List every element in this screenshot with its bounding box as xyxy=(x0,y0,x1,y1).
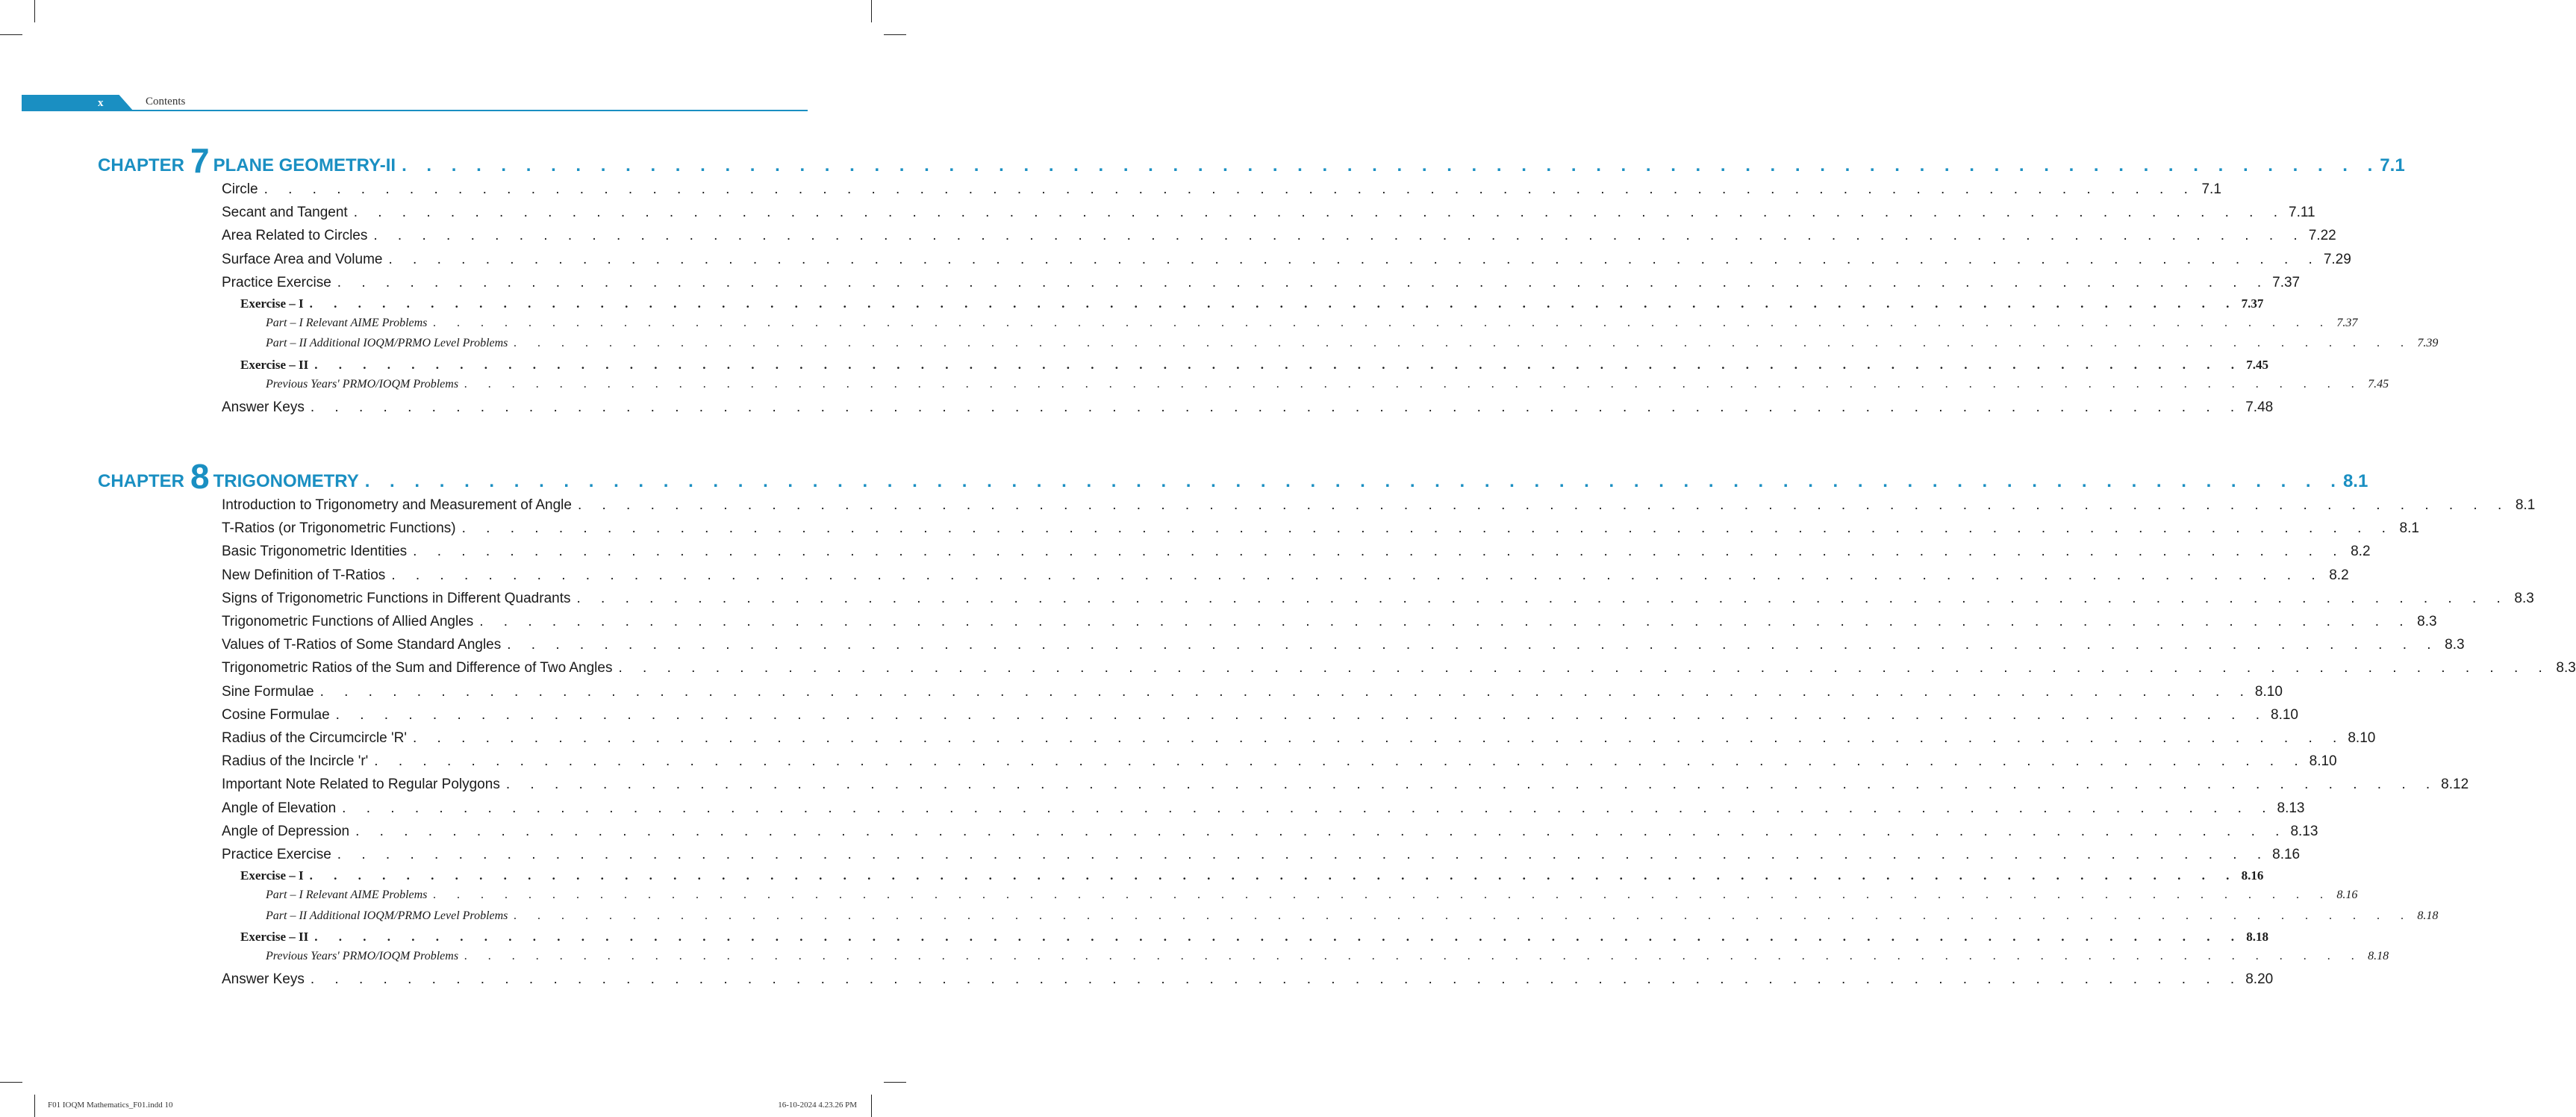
entry-page: 8.13 xyxy=(2290,823,2318,839)
leader-dots: . . . . . . . . . . . . . . . . . . . . . . . . . . . . . . . . . . . . . . . . . . . . . . . . . . . . . . . . . . . . . . . . . . . . . . . . . . . . . . . . xyxy=(507,637,2439,653)
entry-page: 7.45 xyxy=(2368,378,2389,391)
leader-dots: . . . . . . . . . . . . . . . . . . . . . . . . . . . . . . . . . . . . . . . . . . . . . . . . . . . . . . . . . . . . . . . . . . . . . . . . . . . . . . . . xyxy=(309,296,2239,311)
leader-dots: . . . . . . . . . . . . . . . . . . . . . . . . . . . . . . . . . . . . . . . . . . . . . . . . . . . . . . . . . . . . . . . . . . . . . . . . . . . . . . . . xyxy=(373,228,2306,244)
entry-page: 8.20 xyxy=(2245,971,2274,988)
entry-page: 8.18 xyxy=(2417,909,2439,922)
entry-label: Secant and Tangent xyxy=(222,205,348,221)
toc-entry[interactable] xyxy=(222,205,2315,225)
entry-page: 8.1 xyxy=(2399,520,2419,537)
chapter-number: 7 xyxy=(190,141,209,180)
entry-page: 8.18 xyxy=(2368,950,2389,963)
toc-entry[interactable] xyxy=(222,683,2283,705)
crop-mark xyxy=(871,1095,872,1117)
leader-dots: . . . . . . . . . . . . . . . . . . . . . . . . . . . . . . . . . . . . . . . . . . . . . . . . . . . . . . . . . . . . . . . . . . . . . . . . . . . . . . . . xyxy=(310,971,2243,988)
entry-page: 8.1 xyxy=(2515,497,2536,513)
toc-entry[interactable] xyxy=(222,251,2351,273)
entry-page: 7.22 xyxy=(2308,228,2336,244)
entry-page: 7.39 xyxy=(2417,337,2439,350)
leader-dots: . . . . . . . . . . . . . . . . . . . . . . . . . . . . . . . . . . . . . . . . . . . . . . . . . . . . . . . . . . . . . . . . . . . . . . . . . . . . . . . . xyxy=(577,497,2510,513)
leader-dots: . . . . . . . . . . . . . . . . . . . . . . . . . . . . . . . . . . . . . . . . . . . . . . . . . . . . . . . . . . . . . . . . . . . . . . . . . . . . . . . . xyxy=(505,777,2439,793)
header-bar xyxy=(22,95,134,111)
crop-mark xyxy=(884,1082,906,1083)
header-title: Contents xyxy=(146,96,186,108)
entry-label: Answer Keys xyxy=(222,399,305,415)
toc-entry[interactable] xyxy=(222,567,2349,588)
entry-label: Trigonometric Functions of Allied Angles xyxy=(222,614,474,629)
toc-subsubentry[interactable] xyxy=(266,950,2389,971)
entry-page: 8.16 xyxy=(2336,889,2358,902)
entry-label: Radius of the Circumcircle 'R' xyxy=(222,730,407,746)
entry-page: 8.3 xyxy=(2417,614,2437,629)
entry-page: 8.10 xyxy=(2254,683,2283,700)
leader-dots: . . . . . . . . . . . . . . . . . . . . . . . . . . . . . . . . . . . . . . . . . . . . . . . . . . . . . . . . . . . . . . . . . . . . . . . . . . . . . . . . xyxy=(337,274,2270,290)
crop-mark xyxy=(34,0,35,22)
entry-page: 7.11 xyxy=(2289,205,2315,221)
toc-entry[interactable] xyxy=(222,274,2301,296)
chapter-heading[interactable] xyxy=(98,141,2405,180)
leader-dots: . . . . . . . . . . . . . . . . . . . . . . . . . . . . . . . . . . . . . . . . . . . . . . . . . . . . . . . . . . . . . . . . . . . . . . . . . . . . . . . . xyxy=(433,889,2333,902)
entry-page: 7.37 xyxy=(2241,296,2264,311)
entry-label: Basic Trigonometric Identities xyxy=(222,544,408,560)
entry-label: Exercise – I xyxy=(240,296,304,311)
leader-dots: . . . . . . . . . . . . . . . . . . . . . . . . . . . . . . . . . . . . . . . . . . . . . . . . . . . . . . . . . . . . . . . . . . . . . . . . . . . . . . . . xyxy=(391,567,2324,583)
entry-label: New Definition of T-Ratios xyxy=(222,567,386,583)
crop-mark xyxy=(871,0,872,22)
entry-label: Part – I Relevant AIME Problems xyxy=(266,317,428,330)
entry-label: Introduction to Trigonometry and Measurement of Angle xyxy=(222,497,572,513)
toc-subsubentry[interactable] xyxy=(266,909,2439,930)
footer-file-info: F01 IOQM Mathematics_F01.indd 10 xyxy=(48,1101,173,1110)
crop-mark xyxy=(0,1082,22,1083)
leader-dots: . . . . . . . . . . . . . . . . . . . . . . . . . . . . . . . . . . . . . . . . . . . . . . . . . . . . . . . . . . . . . . . . . . . . . . . . . . . . . . . . xyxy=(514,909,2413,922)
entry-page: 7.37 xyxy=(2336,317,2358,330)
toc-subentry[interactable] xyxy=(240,296,2264,317)
toc-entry[interactable] xyxy=(222,706,2298,728)
toc-entry[interactable] xyxy=(222,228,2336,249)
leader-dots: . . . . . . . . . . . . . . . . . . . . . . . . . . . . . . . . . . . . . . . . . . . . . . . . . . . . . . . . . . . . . . . . . . . . . . . . . . . . . . . . xyxy=(374,753,2307,770)
entry-label: Surface Area and Volume xyxy=(222,251,383,267)
leader-dots: . . . . . . . . . . . . . . . . . . . . . . . . . . . . . . . . . . . . . . . . . . . . . . . . . . . . . . . . . . . . . . . . . . . . . . . . . . . . . . . . xyxy=(310,399,2243,415)
leader-dots: . . . . . . . . . . . . . . . . . . . . . . . . . . . . . . . . . . . . . . . . . . . . . . . . . . . . . . . . . . . . . . . . . . . . . . . . . . . . . . . . xyxy=(319,683,2252,700)
entry-label: Angle of Depression xyxy=(222,823,350,839)
leader-dots: . . . . . . . . . . . . . . . . . . . . . . . . . . . . . . . . . . . . . . . . . . . . . . . . . . . . . . . . . . . . . . . . . . . . . . . . . . . . . . . . xyxy=(461,520,2394,537)
entry-page: 7.37 xyxy=(2272,274,2301,290)
entry-label: Angle of Elevation xyxy=(222,800,337,816)
entry-page: 8.18 xyxy=(2246,929,2269,944)
leader-dots: . . . . . . . . . . . . . . . . . . . . . . . . . . . . . . . . . . . . . . . . . . . . . . . . . . . . . . . . . . . . . . . . . . . . . . . . . . . . . . . . xyxy=(364,471,2343,491)
entry-label: T-Ratios (or Trigonometric Functions) xyxy=(222,520,456,537)
chapter-title: PLANE GEOMETRY-II xyxy=(213,155,396,175)
entry-page: 7.1 xyxy=(2201,181,2221,197)
entry-label: Part – II Additional IOQM/PRMO Level Problems xyxy=(266,337,508,350)
leader-dots: . . . . . . . . . . . . . . . . . . . . . . . . . . . . . . . . . . . . . . . . . . . . . . . . . . . . . . . . . . . . . . . . . . . . . . . . . . . . . . . . xyxy=(413,544,2345,560)
toc-entry[interactable] xyxy=(222,753,2337,774)
entry-page: 8.2 xyxy=(2351,544,2371,560)
toc-entry[interactable] xyxy=(222,823,2318,844)
leader-dots: . . . . . . . . . . . . . . . . . . . . . . . . . . . . . . . . . . . . . . . . . . . . . . . . . . . . . . . . . . . . . . . . . . . . . . . . . . . . . . . . xyxy=(314,929,2244,944)
chapter-number: 8 xyxy=(190,457,209,496)
toc-entry[interactable] xyxy=(222,971,2274,992)
leader-dots: . . . . . . . . . . . . . . . . . . . . . . . . . . . . . . . . . . . . . . . . . . . . . . . . . . . . . . . . . . . . . . . . . . . . . . . . . . . . . . . . xyxy=(355,823,2288,839)
toc-entry[interactable] xyxy=(222,399,2274,420)
leader-dots: . . . . . . . . . . . . . . . . . . . . . . . . . . . . . . . . . . . . . . . . . . . . . . . . . . . . . . . . . . . . . . . . . . . . . . . . . . . . . . . . xyxy=(263,181,2196,197)
toc-entry[interactable] xyxy=(222,730,2376,751)
entry-label: Answer Keys xyxy=(222,971,305,988)
leader-dots: . . . . . . . . . . . . . . . . . . . . . . . . . . . . . . . . . . . . . . . . . . . . . . . . . . . . . . . . . . . . . . . . . . . . . . . . . . . . . . . . xyxy=(618,660,2551,676)
leader-dots: . . . . . . . . . . . . . . . . . . . . . . . . . . . . . . . . . . . . . . . . . . . . . . . . . . . . . . . . . . . . . . . . . . . . . . . . . . . . . . . . xyxy=(309,868,2239,883)
crop-mark xyxy=(34,1095,35,1117)
entry-page: 7.48 xyxy=(2245,399,2274,415)
chapter-page: 7.1 xyxy=(2380,155,2405,175)
leader-dots: . . . . . . . . . . . . . . . . . . . . . . . . . . . . . . . . . . . . . . . . . . . . . . . . . . . . . . . . . . . . . . . . . . . . . . . . . . . . . . . . xyxy=(353,205,2286,221)
toc-entry[interactable] xyxy=(222,497,2536,518)
entry-label: Part – I Relevant AIME Problems xyxy=(266,889,428,902)
header-page-number: x xyxy=(98,97,104,109)
toc-subsubentry[interactable] xyxy=(266,889,2358,909)
toc-entry[interactable] xyxy=(222,520,2419,541)
entry-label: Practice Exercise xyxy=(222,847,331,862)
leader-dots: . . . . . . . . . . . . . . . . . . . . . . . . . . . . . . . . . . . . . . . . . . . . . . . . . . . . . . . . . . . . . . . . . . . . . . . . . . . . . . . . xyxy=(413,730,2345,746)
toc-subentry[interactable] xyxy=(240,868,2264,889)
toc-entry[interactable] xyxy=(222,544,2371,564)
chapter-title: TRIGONOMETRY xyxy=(213,471,359,491)
toc-entry[interactable] xyxy=(222,590,2534,612)
entry-page: 8.3 xyxy=(2514,590,2534,606)
leader-dots: . . . . . . . . . . . . . . . . . . . . . . . . . . . . . . . . . . . . . . . . . . . . . . . . . . . . . . . . . . . . . . . . . . . . . . . . . . . . . . . . xyxy=(576,590,2509,606)
leader-dots: . . . . . . . . . . . . . . . . . . . . . . . . . . . . . . . . . . . . . . . . . . . . . . . . . . . . . . . . . . . . . . . . . . . . . . . . . . . . . . . . xyxy=(388,251,2321,267)
entry-label: Exercise – II xyxy=(240,929,309,944)
entry-page: 8.16 xyxy=(2272,847,2301,862)
entry-page: 8.10 xyxy=(2348,730,2376,746)
entry-label: Cosine Formulae xyxy=(222,706,330,723)
toc-subsubentry[interactable] xyxy=(266,317,2358,337)
toc-subentry[interactable] xyxy=(240,929,2269,950)
leader-dots: . . . . . . . . . . . . . . . . . . . . . . . . . . . . . . . . . . . . . . . . . . . . . . . . . . . . . . . . . . . . . . . . . . . . . . . . . . . . . . . . xyxy=(337,847,2270,862)
toc-entry[interactable] xyxy=(222,614,2437,635)
entry-page: 7.29 xyxy=(2323,251,2351,267)
entry-page: 8.3 xyxy=(2445,637,2465,653)
entry-page: 8.10 xyxy=(2309,753,2337,770)
entry-label: Radius of the Incircle 'r' xyxy=(222,753,369,770)
entry-label: Exercise – II xyxy=(240,357,309,372)
entry-label: Circle xyxy=(222,181,258,197)
leader-dots: . . . . . . . . . . . . . . . . . . . . . . . . . . . . . . . . . . . . . . . . . . . . . . . . . . . . . . . . . . . . . . . . . . . . . . . . . . . . . . . . xyxy=(342,800,2274,816)
toc-subentry[interactable] xyxy=(240,357,2269,379)
toc-entry[interactable] xyxy=(222,847,2301,868)
entry-page: 8.2 xyxy=(2329,567,2349,583)
entry-label: Exercise – I xyxy=(240,868,304,883)
entry-label: Previous Years' PRMO/IOQM Problems xyxy=(266,950,459,963)
leader-dots: . . . . . . . . . . . . . . . . . . . . . . . . . . . . . . . . . . . . . . . . . . . . . . . . . . . . . . . . . . . . . . . . . . . . . . . . . . . . . . . . xyxy=(433,317,2333,330)
leader-dots: . . . . . . . . . . . . . . . . . . . . . . . . . . . . . . . . . . . . . . . . . . . . . . . . . . . . . . . . . . . . . . . . . . . . . . . . . . . . . . . . xyxy=(314,357,2244,372)
entry-label: Part – II Additional IOQM/PRMO Level Problems xyxy=(266,909,508,922)
leader-dots: . . . . . . . . . . . . . . . . . . . . . . . . . . . . . . . . . . . . . . . . . . . . . . . . . . . . . . . . . . . . . . . . . . . . . . . . . . . . . . . . xyxy=(479,614,2412,629)
entry-label: Values of T-Ratios of Some Standard Angles xyxy=(222,637,502,653)
chapter-label: CHAPTER xyxy=(98,155,185,175)
toc-entry[interactable] xyxy=(222,777,2469,797)
leader-dots: . . . . . . . . . . . . . . . . . . . . . . . . . . . . . . . . . . . . . . . . . . . . . . . . . . . . . . . . . . . . . . . . . . . . . . . . . . . . . . . . xyxy=(464,950,2364,963)
entry-page: 8.3 xyxy=(2556,660,2576,676)
entry-page: 8.16 xyxy=(2241,868,2264,883)
entry-page: 8.12 xyxy=(2441,777,2469,793)
crop-mark xyxy=(884,34,906,35)
entry-label: Trigonometric Ratios of the Sum and Difference of Two Angles xyxy=(222,660,613,676)
entry-label: Important Note Related to Regular Polygons xyxy=(222,777,500,793)
chapter-label: CHAPTER xyxy=(98,471,185,491)
chapter-page: 8.1 xyxy=(2342,471,2368,491)
toc-subsubentry[interactable] xyxy=(266,337,2439,358)
footer-timestamp: 16-10-2024 4.23.26 PM xyxy=(778,1101,857,1110)
toc-entry[interactable] xyxy=(222,800,2305,821)
entry-label: Practice Exercise xyxy=(222,274,331,290)
entry-label: Previous Years' PRMO/IOQM Problems xyxy=(266,378,459,391)
entry-label: Area Related to Circles xyxy=(222,228,368,244)
toc-entry[interactable] xyxy=(222,181,2221,202)
header-rule xyxy=(22,110,808,111)
entry-label: Signs of Trigonometric Functions in Different Quadrants xyxy=(222,590,571,606)
leader-dots: . . . . . . . . . . . . . . . . . . . . . . . . . . . . . . . . . . . . . . . . . . . . . . . . . . . . . . . . . . . . . . . . . . . . . . . . . . . . . . . . xyxy=(402,155,2380,175)
toc-entry[interactable] xyxy=(222,637,2465,658)
leader-dots: . . . . . . . . . . . . . . . . . . . . . . . . . . . . . . . . . . . . . . . . . . . . . . . . . . . . . . . . . . . . . . . . . . . . . . . . . . . . . . . . xyxy=(335,706,2268,723)
leader-dots: . . . . . . . . . . . . . . . . . . . . . . . . . . . . . . . . . . . . . . . . . . . . . . . . . . . . . . . . . . . . . . . . . . . . . . . . . . . . . . . . xyxy=(464,378,2364,391)
entry-label: Sine Formulae xyxy=(222,683,314,700)
crop-mark xyxy=(0,34,22,35)
toc-entry[interactable] xyxy=(222,660,2576,681)
entry-page: 8.10 xyxy=(2271,706,2298,723)
chapter-heading[interactable] xyxy=(98,457,2368,496)
toc-subsubentry[interactable] xyxy=(266,378,2389,399)
entry-page: 8.13 xyxy=(2277,800,2305,816)
leader-dots: . . . . . . . . . . . . . . . . . . . . . . . . . . . . . . . . . . . . . . . . . . . . . . . . . . . . . . . . . . . . . . . . . . . . . . . . . . . . . . . . xyxy=(514,337,2413,350)
entry-page: 7.45 xyxy=(2246,357,2269,372)
